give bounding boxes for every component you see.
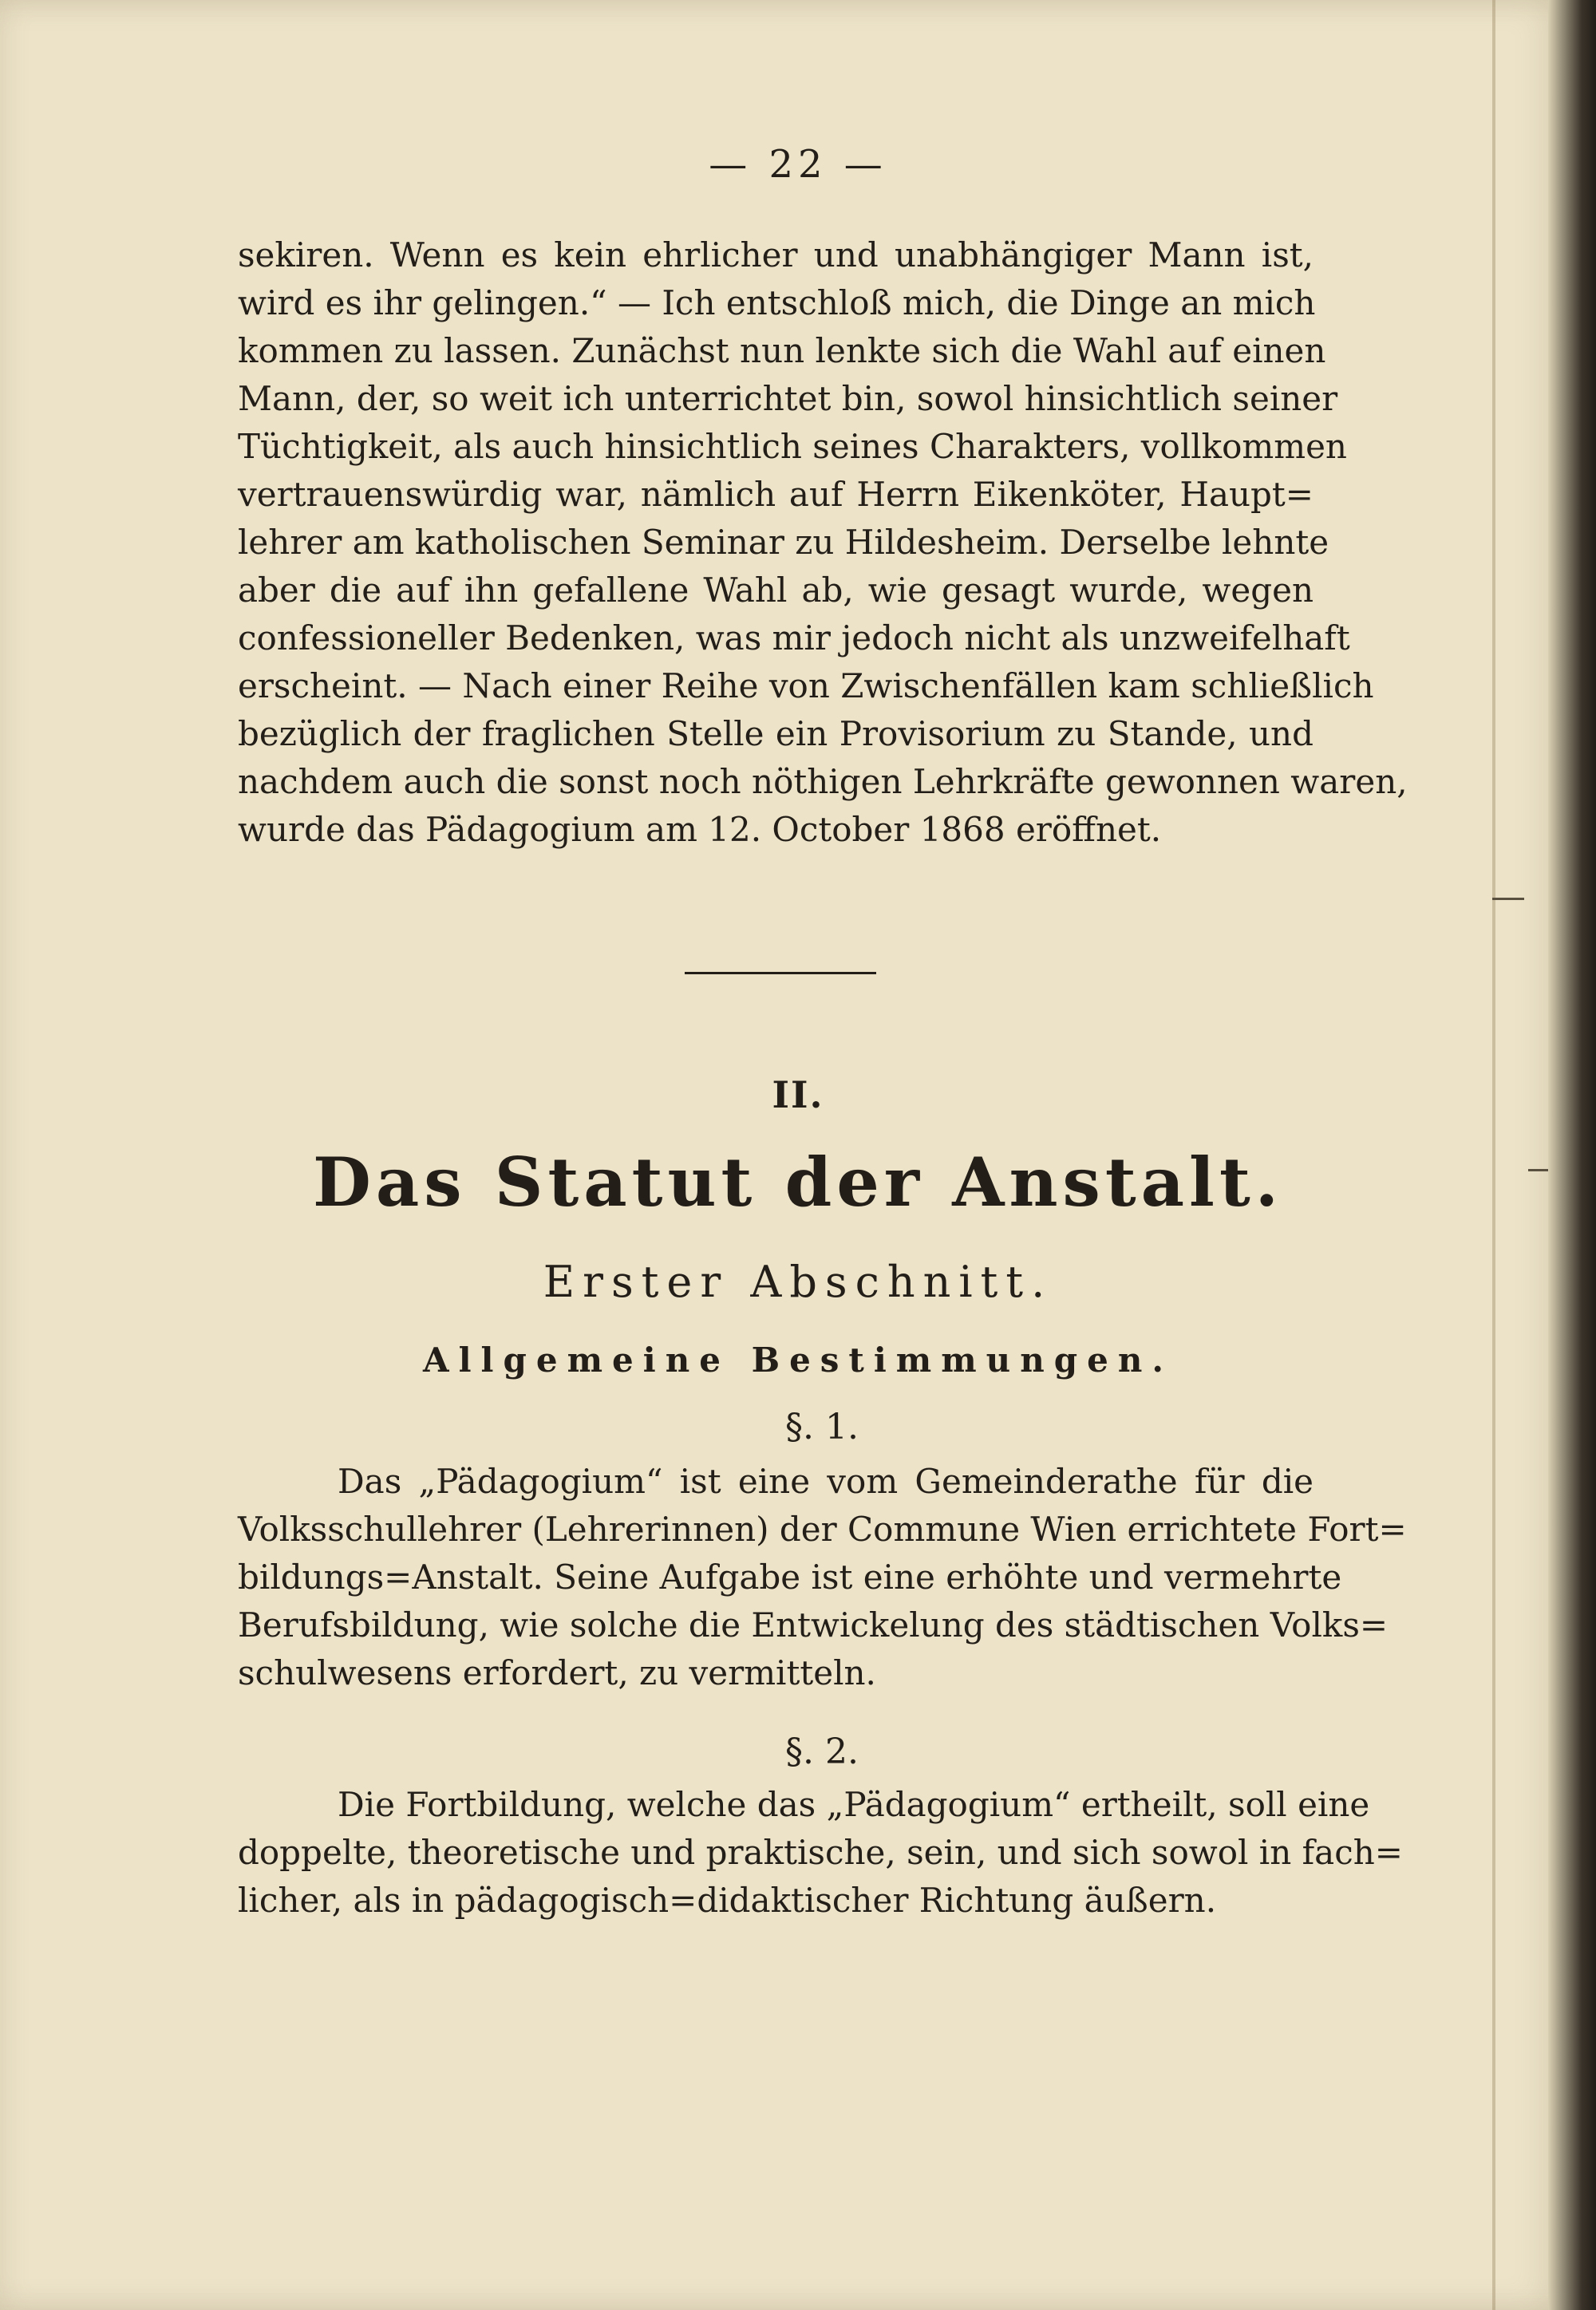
margin-mark — [1492, 898, 1524, 900]
page-number: — 22 — — [709, 142, 887, 187]
text-line: kommen zu lassen. Zunächst nun lenkte sich die Wahl auf einen — [238, 331, 1326, 370]
text-line: Berufsbildung, wie solche die Entwickelung des städtischen Volks= — [238, 1605, 1389, 1645]
text-line: Die Fortbildung, welche das „Pädagogium“ ertheilt, soll eine — [338, 1785, 1370, 1824]
text-line: confessioneller Bedenken, was mir jedoch nicht als unzweifelhaft — [238, 618, 1350, 657]
paragraph-2 — [238, 1781, 1403, 1925]
section-heading: Allgemeine Bestimmungen. — [422, 1341, 1173, 1380]
paragraph-1 — [238, 1458, 1407, 1697]
text-line: bezüglich der fraglichen Stelle ein Provisorium zu Stande, und — [238, 714, 1314, 753]
text-line: wurde das Pädagogium am 12. October 1868 eröffnet. — [238, 810, 1162, 849]
text-line: doppelte, theoretische und praktische, sein, und sich sowol in fach= — [238, 1833, 1403, 1872]
paragraph-sign-2: §. 2. — [785, 1732, 859, 1772]
text-line: lehrer am katholischen Seminar zu Hildesheim. Derselbe lehnte — [238, 523, 1329, 562]
intro-paragraph — [238, 231, 1408, 854]
text-line: Tüchtigkeit, als auch hinsichtlich seines Charakters, vollkommen — [238, 427, 1347, 466]
paragraph-sign-1: §. 1. — [785, 1407, 859, 1447]
chapter-title: Das Statut der Anstalt. — [312, 1143, 1283, 1222]
section-divider — [685, 972, 876, 974]
text-line: aber die auf ihn gefallene Wahl ab, wie gesagt wurde, wegen — [238, 571, 1314, 610]
text-line: Volksschullehrer (Lehrerinnen) der Commune Wien errichtete Fort= — [238, 1510, 1407, 1549]
section-number: II. — [772, 1073, 824, 1116]
text-line: Das „Pädagogium“ ist eine vom Gemeinderathe für die — [338, 1462, 1314, 1501]
text-line: schulwesens erfordert, zu vermitteln. — [238, 1653, 876, 1692]
book-edge — [1548, 0, 1596, 2310]
text-line: Mann, der, so weit ich unterrichtet bin, sowol hinsichtlich seiner — [238, 379, 1338, 418]
text-line: licher, als in pädagogisch=didaktischer Richtung äußern. — [238, 1881, 1217, 1920]
chapter-subtitle: Erster Abschnitt. — [543, 1257, 1053, 1307]
text-line: sekiren. Wenn es kein ehrlicher und unabhängiger Mann ist, — [238, 235, 1314, 274]
text-line: bildungs=Anstalt. Seine Aufgabe ist eine erhöhte und vermehrte — [238, 1558, 1342, 1597]
text-line: wird es ihr gelingen.“ — Ich entschloß mich, die Dinge an mich — [238, 283, 1316, 322]
text-line: erscheint. — Nach einer Reihe von Zwischenfällen kam schließlich — [238, 666, 1374, 705]
text-line: vertrauenswürdig war, nämlich auf Herrn Eikenköter, Haupt= — [238, 475, 1314, 514]
text-line: nachdem auch die sonst noch nöthigen Lehrkräfte gewonnen waren, — [238, 762, 1408, 801]
